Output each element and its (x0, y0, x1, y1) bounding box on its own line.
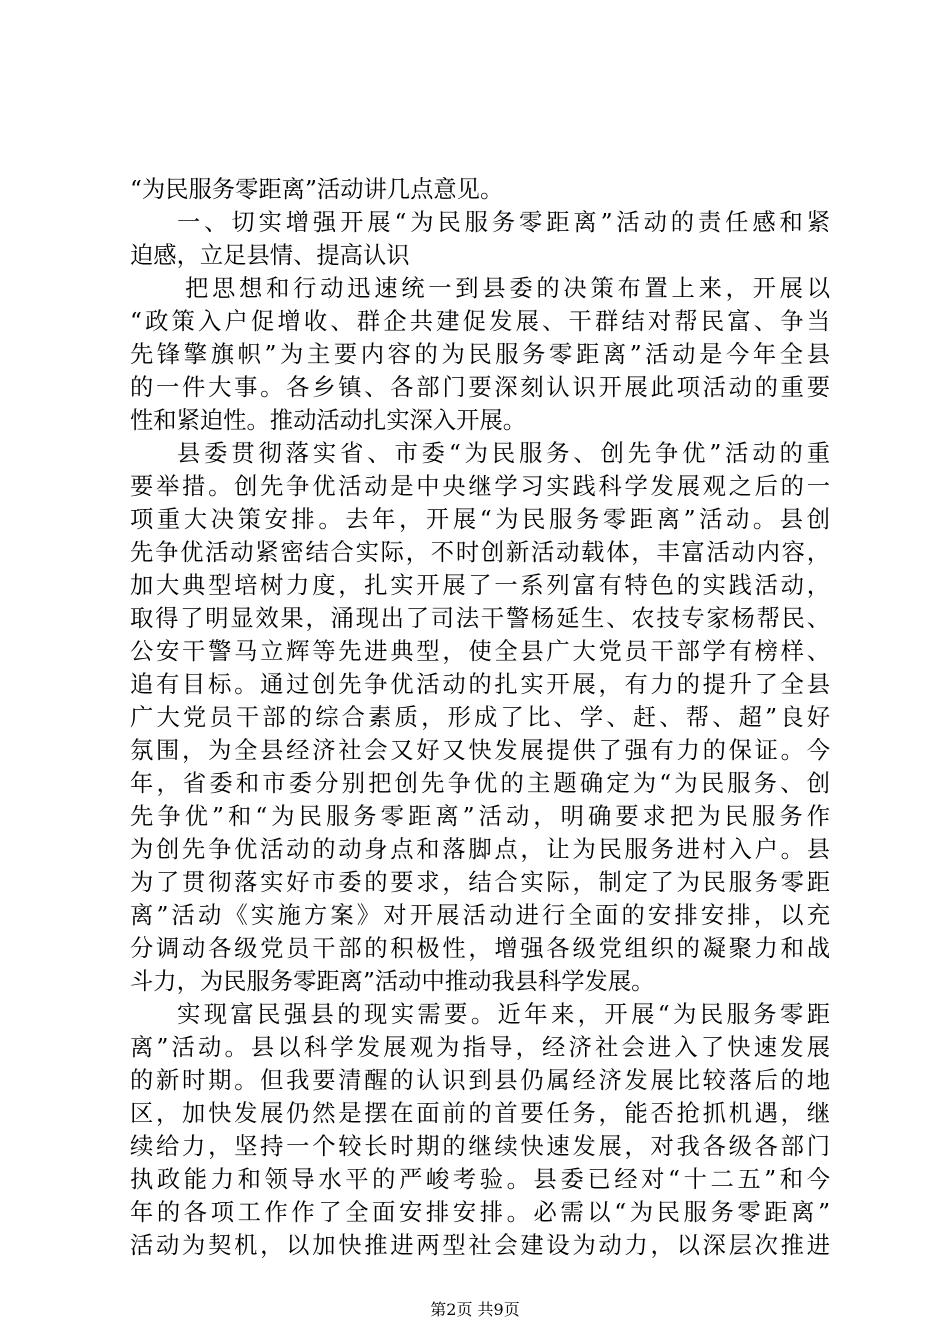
text-line: 先争优活动紧密结合实际，不时创新活动载体，丰富活动内容， (130, 539, 830, 566)
text-line: 年，省委和市委分别把创先争优的主题确定为“为民服务、创 (130, 770, 830, 797)
text-line: “政策入户促增收、群企共建促发展、干群结对帮民富、争当 (130, 308, 830, 335)
text-line: “为民服务零距离”活动讲几点意见。 (130, 176, 504, 203)
text-line: 先锋擎旗帜”为主要内容的为民服务零距离”活动是今年全县 (130, 341, 830, 368)
text-line: 的新时期。但我要清醒的认识到县仍属经济发展比较落后的地 (130, 1067, 830, 1094)
text-line: 项重大决策安排。去年，开展“为民服务零距离”活动。县创 (130, 506, 830, 533)
text-line: 续给力，坚持一个较长时期的继续快速发展，对我各级各部门 (130, 1133, 830, 1160)
text-line: 要举措。创先争优活动是中央继学习实践科学发展观之后的一 (130, 473, 830, 500)
text-line: 县委贯彻落实省、市委“为民服务、创先争优”活动的重 (177, 440, 830, 467)
text-line: 斗力，为民服务零距离”活动中推动我县科学发展。 (130, 968, 655, 995)
text-line: 加大典型培树力度，扎实开展了一系列富有特色的实践活动， (130, 572, 830, 599)
text-line: 公安干警马立辉等先进典型，使全县广大党员干部学有榜样、 (130, 638, 830, 665)
text-line: 性和紧迫性。推动活动扎实深入开展。 (130, 407, 527, 434)
text-line: 追有目标。通过创先争优活动的扎实开展，有力的提升了全县 (130, 671, 830, 698)
text-line: 取得了明显效果，涌现出了司法干警杨延生、农技专家杨帮民、 (130, 605, 830, 632)
text-line: 为了贯彻落实好市委的要求，结合实际，制定了为民服务零距 (130, 869, 830, 896)
text-line: 迫感，立足县情、提高认识 (130, 242, 410, 269)
text-line: 实现富民强县的现实需要。近年来，开展“为民服务零距 (177, 1001, 830, 1028)
text-line: 区，加快发展仍然是摆在面前的首要任务，能否抢抓机遇，继 (130, 1100, 830, 1127)
page-footer: 第2页 共9页 (430, 1300, 520, 1319)
text-line: 离”活动《实施方案》对开展活动进行全面的安排安排，以充 (130, 902, 830, 929)
text-line: 离”活动。县以科学发展观为指导，经济社会进入了快速发展 (130, 1034, 830, 1061)
text-line: 把思想和行动迅速统一到县委的决策布置上来，开展以 (185, 275, 830, 302)
text-line: 先争优”和“为民服务零距离”活动，明确要求把为民服务作 (130, 803, 830, 830)
text-line: 年的各项工作作了全面安排安排。必需以“为民服务零距离” (130, 1199, 830, 1226)
text-line: 一、切实增强开展“为民服务零距离”活动的责任感和紧 (177, 209, 830, 236)
text-line: 的一件大事。各乡镇、各部门要深刻认识开展此项活动的重要 (130, 374, 830, 401)
text-line: 执政能力和领导水平的严峻考验。县委已经对“十二五”和今 (130, 1166, 830, 1193)
text-line: 为创先争优活动的动身点和落脚点，让为民服务进村入户。县 (130, 836, 830, 863)
text-line: 活动为契机，以加快推进两型社会建设为动力，以深层次推进 (130, 1232, 830, 1259)
text-line: 分调动各级党员干部的积极性，增强各级党组织的凝聚力和战 (130, 935, 830, 962)
text-line: 氛围，为全县经济社会又好又快发展提供了强有力的保证。今 (130, 737, 830, 764)
document-body (130, 173, 830, 1262)
text-line: 广大党员干部的综合素质，形成了比、学、赶、帮、超”良好 (130, 704, 830, 731)
